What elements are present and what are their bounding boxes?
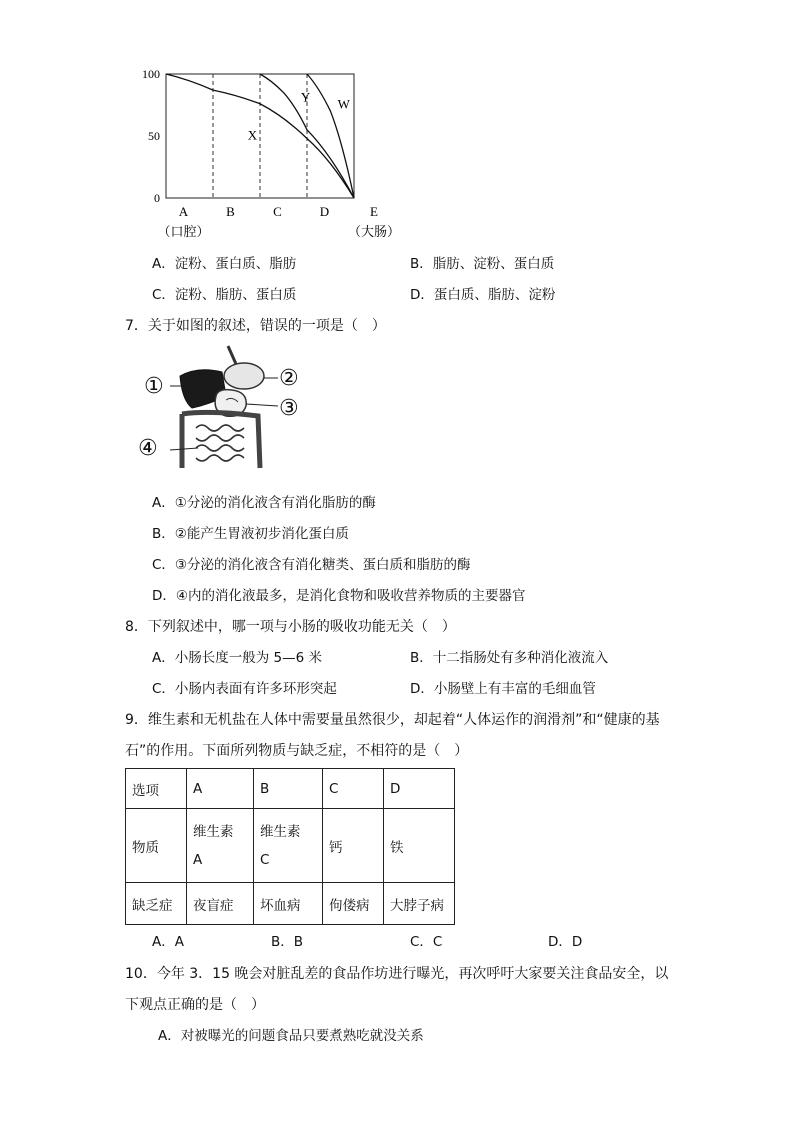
series-label-y: Y <box>300 89 311 105</box>
q10-option-a[interactable]: A．对被曝光的问题食品只要煮熟吃就没关系 <box>158 1028 424 1044</box>
series-label-x: X <box>247 127 258 143</box>
stomach-shape <box>224 363 264 389</box>
q8-option-d[interactable]: D．小肠壁上有丰富的毛细血管 <box>410 681 596 697</box>
cell-disease-d: 大脖子病 <box>384 883 455 925</box>
x-tick-label: D <box>319 204 330 219</box>
q6-option-c[interactable]: C．淀粉、脂肪、蛋白质 <box>152 287 297 303</box>
x-tick-label: E <box>370 204 378 219</box>
cell-substance-d: 铁 <box>384 809 455 883</box>
y-tick-label: 0 <box>154 191 160 205</box>
y-tick-label: 100 <box>142 67 160 81</box>
q9-table <box>125 768 455 925</box>
q7-stem: 7．关于如图的叙述，错误的一项是（ ） <box>125 318 386 334</box>
x-tick-note: （口腔） <box>157 224 210 239</box>
row-header-substance: 物质 <box>126 809 187 883</box>
q6-option-b[interactable]: B．脂肪、淀粉、蛋白质 <box>410 256 555 272</box>
q9-option-b[interactable]: B．B <box>271 934 304 950</box>
q6-option-d[interactable]: D．蛋白质、脂肪、淀粉 <box>410 287 556 303</box>
q7-option-d[interactable]: D．④内的消化液最多，是消化食物和吸收营养物质的主要器官 <box>152 588 526 604</box>
label-1: ① <box>144 374 164 399</box>
label-2: ② <box>279 366 299 391</box>
q7-option-b[interactable]: B．②能产生胃液初步消化蛋白质 <box>152 526 349 542</box>
q9-stem-line2: 石”的作用。下面所列物质与缺乏症，不相符的是（ ） <box>125 743 469 759</box>
digestion-chart <box>130 62 401 242</box>
row-header-disease: 缺乏症 <box>126 883 187 925</box>
cell-option-c: C <box>323 769 384 809</box>
q8-option-b[interactable]: B．十二指肠处有多种消化液流入 <box>410 650 609 666</box>
small-intestine-shape <box>196 425 244 461</box>
q10-stem-line2: 下观点正确的是（ ） <box>125 997 265 1013</box>
cell-substance-b: 维生素 C <box>254 809 323 883</box>
series-label-w: W <box>337 96 350 112</box>
q8-option-c[interactable]: C．小肠内表面有许多环形突起 <box>152 681 337 697</box>
q10-stem-line1: 10．今年 3．15 晚会对脏乱差的食品作坊进行曝光，再次呼吁大家要关注食品安全，以 <box>125 966 669 982</box>
q7-option-c[interactable]: C．③分泌的消化液含有消化糖类、蛋白质和脂肪的酶 <box>152 557 471 573</box>
cell-substance-c: 钙 <box>323 809 384 883</box>
cell-option-d: D <box>384 769 455 809</box>
x-tick-label: A <box>178 204 189 219</box>
cell-option-a: A <box>187 769 254 809</box>
q9-option-a[interactable]: A．A <box>152 934 184 950</box>
q6-option-a[interactable]: A．淀粉、蛋白质、脂肪 <box>152 256 297 272</box>
row-header-option: 选项 <box>126 769 187 809</box>
cell-disease-b: 坏血病 <box>254 883 323 925</box>
label-3: ③ <box>279 396 299 421</box>
cell-option-b: B <box>254 769 323 809</box>
x-tick-note: （大肠） <box>347 224 401 239</box>
q9-stem-line1: 9．维生素和无机盐在人体中需要量虽然很少，却起着“人体运作的润滑剂”和“健康的基 <box>125 712 660 728</box>
q8-option-a[interactable]: A．小肠长度一般为 5—6 米 <box>152 650 322 666</box>
cell-disease-a: 夜盲症 <box>187 883 254 925</box>
y-tick-label: 50 <box>148 129 160 143</box>
q9-option-c[interactable]: C．C <box>410 934 443 950</box>
series-line-w <box>307 74 354 198</box>
x-tick-label: B <box>226 204 235 219</box>
cell-substance-a: 维生素 A <box>187 809 254 883</box>
x-tick-label: C <box>273 204 282 219</box>
q9-option-d[interactable]: D．D <box>548 934 583 950</box>
q7-option-a[interactable]: A．①分泌的消化液含有消化脂肪的酶 <box>152 495 376 511</box>
q8-stem: 8．下列叙述中，哪一项与小肠的吸收功能无关（ ） <box>125 619 456 635</box>
label-4: ④ <box>138 436 158 461</box>
cell-disease-c: 佝偻病 <box>323 883 384 925</box>
esophagus-shape <box>228 346 236 364</box>
